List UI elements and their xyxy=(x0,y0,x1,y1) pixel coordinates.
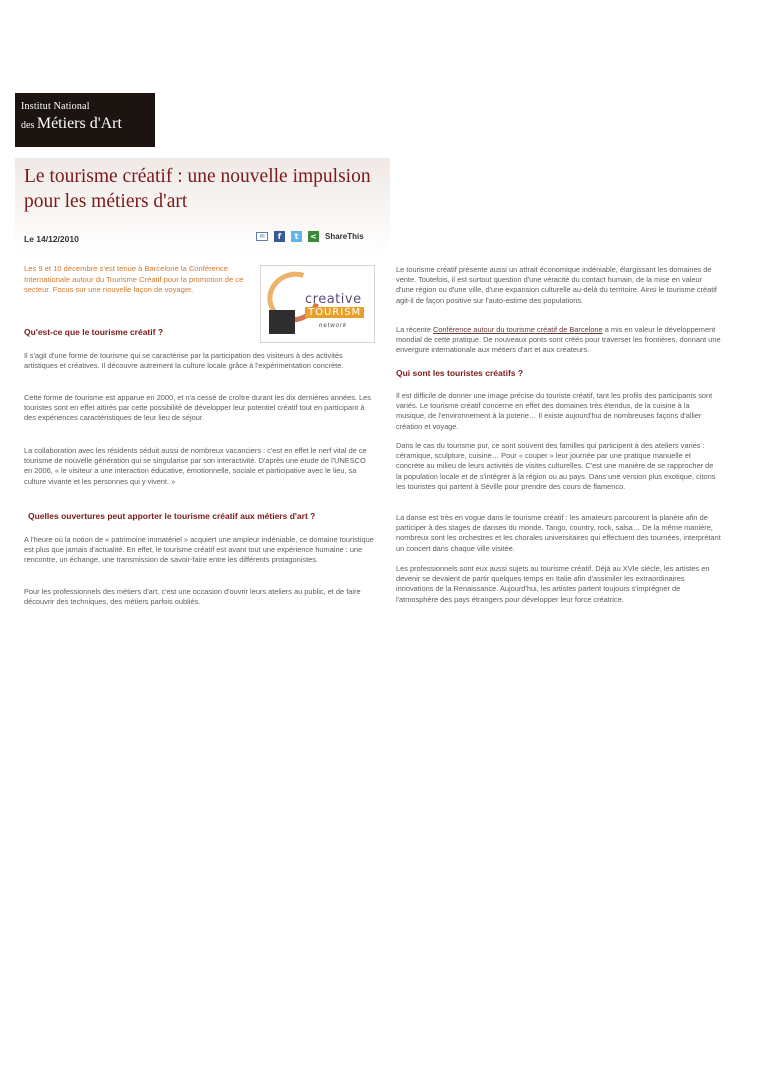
paragraph: Les professionnels sont eux aussi sujets au tourisme créatif. Déjà au XVIe siècle, les artistes en devenir se devaient de partir quelques temps en Italie afin d'assimiler les extraordinaires innovations de la Renaissance. Aujourd'hui, les artistes partent toujours s'imprégner de l'atmosphère des pays étrangers pour développer leur force créatrice. xyxy=(396,564,710,604)
paragraph: Dans le cas du tourisme pur, ce sont souvent des familles qui participent à des ateliers variés : céramique, sculpture, cuisine… Pour « couper » leur journée par une pratique manuelle et concrète au milieu de leurs activités de visites culturelles. C'est une manière de se rapprocher de la population locale et de s'intégrer à la région ou au pays. Dans une version plus exotique, citons les touristes qui partent à Séville pour prendre des cours de flamenco. xyxy=(396,441,716,491)
paragraph: Il est difficile de donner une image précise du touriste créatif, tant les profils des participants sont variés. Le tourisme créatif concerne en effet des domaines très étendus, de la cuisine à la musique, de l'environnement à la poterie… Il existe aujourd'hui de nombreuses façons d'allier création et voyage. xyxy=(396,391,713,431)
heading-openings-for-crafts: Quelles ouvertures peut apporter le tourisme créatif aux métiers d'art ? xyxy=(28,511,316,521)
paragraph: La danse est très en vogue dans le tourisme créatif : les amateurs parcourent la planète afin de participer à des stages de danses du monde. Tango, country, rock, salsa… De la même manière, nombreux sont les orchestres et les chorales universitaires qui effectuent des tournées, interprétant un concert dans chaque ville visitée. xyxy=(396,513,721,553)
facebook-icon[interactable]: f xyxy=(274,231,285,242)
promo-word-creative: creative xyxy=(305,292,362,307)
paragraph: La collaboration avec les résidents séduit aussi de nombreux vacanciers : c'est en effet le nerf vital de ce tourisme de nouvelle génération qui se singularise par son interactivité. D'après une étude de l'UNESCO en 2006, « le visiteur a une interaction éducative, émotionnelle, sociale et participative avec le lieu, sa culture vivante et les personnes qui y vivent. » xyxy=(24,446,367,486)
paragraph-text: La récente xyxy=(396,325,433,334)
article-date: Le 14/12/2010 xyxy=(24,234,79,244)
logo-line-1: Institut National xyxy=(21,101,90,112)
heading-what-is-creative-tourism: Qu'est-ce que le tourisme créatif ? xyxy=(24,327,164,337)
paragraph xyxy=(396,325,721,356)
sharethis-link[interactable]: ShareThis xyxy=(325,232,364,241)
article-title: Le tourisme créatif : une nouvelle impulsion pour les métiers d'art xyxy=(24,166,371,212)
heading-who-are-creative-tourists: Qui sont les touristes créatifs ? xyxy=(396,368,524,378)
share-bar xyxy=(256,231,364,242)
article-intro: Les 9 et 10 décembre s'est tenue à Barcelone la Conférence Internationale autour du Tourisme Créatif pour la promotion de ce secteur. Focus sur une nouvelle façon de voyager. xyxy=(24,264,244,294)
promo-word-tourism: TOURISM xyxy=(305,307,364,318)
institut-logo[interactable] xyxy=(15,93,155,147)
logo-line-2-main: Métiers d'Art xyxy=(36,115,122,132)
paragraph: A l'heure où la notion de « patrimoine immatériel » acquiert une ampleur indéniable, ce domaine touristique est plus que jamais d'actualité. En effet, le tourisme créatif est avant tout une expérience humaine : une rencontre, un échange, une transmission de savoir-faire entre les différents protagonistes. xyxy=(24,535,374,565)
barcelona-conference-link[interactable]: Conférence autour du tourisme créatif de Barcelone xyxy=(432,325,603,334)
paragraph-text: a mis en valeur le développement mondial de cette pratique. De nouveaux ponts sont créés pour traverser les frontières, donnant une envergure internationale aux métiers d'art et aux créateurs. xyxy=(396,325,721,355)
logo-line-2 xyxy=(21,115,122,133)
paragraph: Il s'agit d'une forme de tourisme qui se caractérise par la participation des visiteurs à des activités artistiques et créatives. Il découvre autrement la culture locale grâce à l'expérimentation concrète. xyxy=(24,351,344,371)
promo-word-network: network xyxy=(319,323,348,329)
logo-line-2-prefix: des xyxy=(21,120,37,131)
twitter-icon[interactable]: t xyxy=(291,231,302,242)
paragraph: Cette forme de tourisme est apparue en 2000, et n'a cessé de croître durant les dix dernières années. Les touristes sont en effet attirés par cette possibilité de développer leur potentiel créatif tout en participant à des expériences caractéristiques de leur lieu de séjour. xyxy=(24,393,371,423)
paragraph: Le tourisme créatif présente aussi un attrait économique indéniable, élargissant les domaines de vente. Toutefois, il est surtout question d'une véracité du contact humain, de la mise en valeur d'une région ou d'une ville, d'une expansion culturelle au-delà du territoire. Ainsi le tourisme créatif agit-il de façon positive sur l'auto-estime des populations. xyxy=(396,265,717,305)
share-icon[interactable]: < xyxy=(308,231,319,242)
email-icon[interactable]: ✉ xyxy=(256,232,268,241)
paragraph: Pour les professionnels des métiers d'art, c'est une occasion d'ouvrir leurs ateliers au public, et de faire découvrir des techniques, des métiers parfois oubliés. xyxy=(24,587,361,607)
